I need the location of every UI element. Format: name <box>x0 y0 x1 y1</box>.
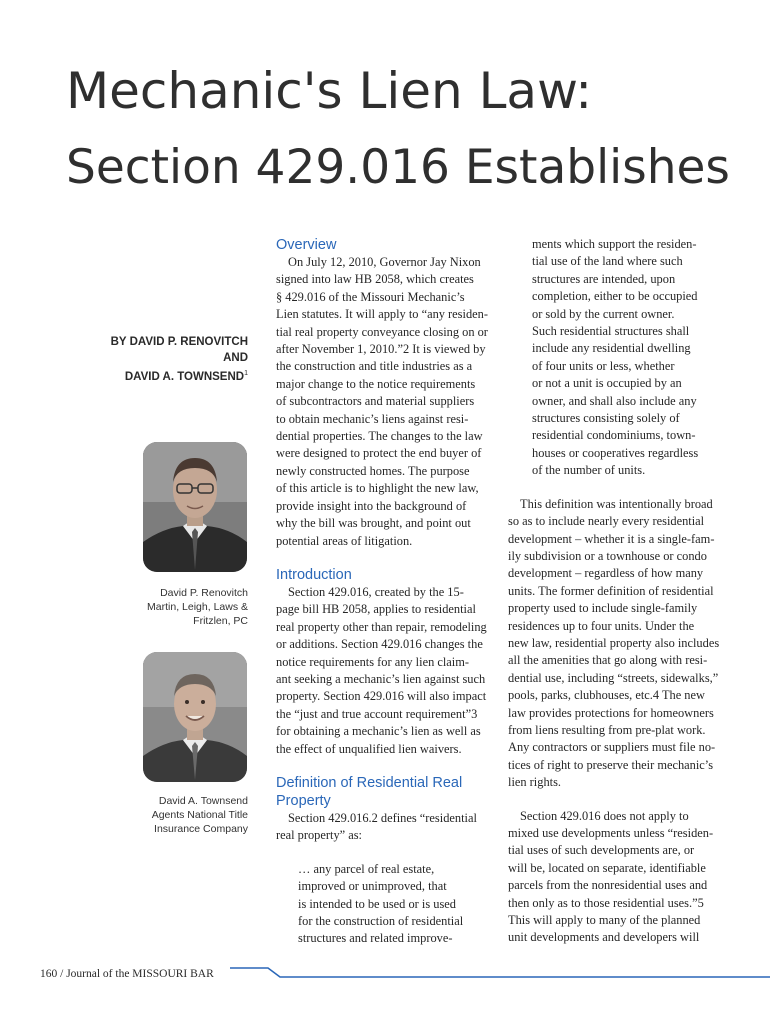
paragraph-overview <box>276 254 492 550</box>
caption-line: David A. Townsend <box>158 795 248 807</box>
heading-definition-line-1: Definition of Residential Real <box>276 774 463 791</box>
text-line: of this article is to highlight the new law, <box>276 481 479 496</box>
caption-line: Martin, Leigh, Laws & <box>147 601 248 613</box>
text-line: This definition was intentionally broad <box>520 496 713 511</box>
text-line: Lien statutes. It will apply to “any residen- <box>276 307 488 322</box>
text-line: ant seeking a mechanic’s lien against such <box>276 671 486 686</box>
text-line: from liens resulting from pre-plat work. <box>508 722 706 737</box>
byline-and: AND <box>223 352 248 364</box>
caption-renovitch <box>110 586 248 628</box>
quote-line: ments which support the residen- <box>532 237 697 251</box>
text-line: after November 1, 2010.”2 It is viewed by <box>276 342 486 357</box>
quote-line: is intended to be used or is used <box>298 896 456 911</box>
text-line: major change to the notice requirements <box>276 376 476 391</box>
text-line: signed into law HB 2058, which creates <box>276 272 474 287</box>
block-quote-continued <box>508 236 724 480</box>
author-1: BY DAVID P. RENOVITCH <box>110 336 248 348</box>
text-line: newly constructed homes. The purpose <box>276 463 470 478</box>
caption-line: David P. Renovitch <box>160 587 248 599</box>
text-line: real property” as: <box>276 828 363 843</box>
quote-line: include any residential dwelling <box>532 341 691 356</box>
quote-line: tial use of the land where such <box>532 254 683 269</box>
byline <box>80 334 248 385</box>
text-line: Section 429.016 does not apply to <box>520 808 689 823</box>
quote-line: Such residential structures shall <box>532 324 690 339</box>
text-line: of subcontractors and material suppliers <box>276 394 475 409</box>
column-right <box>508 236 724 947</box>
caption-line: Fritzlen, PC <box>193 615 248 627</box>
text-line: § 429.016 of the Missouri Mechanic’s <box>276 289 465 304</box>
text-line: development – whether it is a single-fam- <box>508 531 715 546</box>
quote-line: owner, and shall also include any <box>532 393 697 408</box>
text-line: so as to include nearly every residential <box>508 514 705 529</box>
quote-line: or sold by the current owner. <box>532 306 675 321</box>
text-line: dential properties. The changes to the law <box>276 429 483 444</box>
text-line: were designed to protect the end buyer of <box>276 446 482 461</box>
caption-townsend <box>110 794 248 836</box>
text-line: all the amenities that go along with resi- <box>508 653 708 668</box>
text-line: tial real property conveyance closing on or <box>276 324 488 339</box>
title-line-1: Mechanic's Lien Law: <box>66 62 593 120</box>
text-line: ily subdivision or a townhouse or condo <box>508 548 707 563</box>
text-line: tial uses of such developments are, or <box>508 843 695 858</box>
text-line: On July 12, 2010, Governor Jay Nixon <box>288 255 481 269</box>
text-line: why the bill was brought, and point out <box>276 516 471 531</box>
quote-line: of the number of units. <box>532 463 646 478</box>
quote-line: structures consisting solely of <box>532 411 680 426</box>
photo-townsend <box>143 652 247 782</box>
column-left <box>276 236 492 948</box>
text-line: development – regardless of how many <box>508 566 704 581</box>
heading-definition-line-2: Property <box>276 792 331 809</box>
block-quote <box>276 861 492 948</box>
text-line: Section 429.016.2 defines “residential <box>288 810 477 825</box>
portrait-townsend-image <box>143 652 247 782</box>
text-line: pools, parks, clubhouses, etc.4 The new <box>508 688 705 703</box>
heading-introduction: Introduction <box>276 566 352 583</box>
quote-line: completion, either to be occupied <box>532 289 698 304</box>
footer-page-label: 160 / Journal of the MISSOURI BAR <box>40 968 214 980</box>
text-line: tices of right to preserve their mechanic’s <box>508 757 714 772</box>
author-2-footnote: 1 <box>244 370 248 377</box>
text-line: dential use, including “streets, sidewalks,” <box>508 670 719 685</box>
text-line: property used to include single-family <box>508 601 698 616</box>
quote-line: improved or unimproved, that <box>298 879 447 894</box>
text-line: potential areas of litigation. <box>276 533 413 548</box>
paragraph-definition <box>276 810 492 845</box>
quote-line: … any parcel of real estate, <box>298 861 435 876</box>
caption-line: Insurance Company <box>154 823 248 835</box>
text-line: notice requirements for any lien claim- <box>276 654 470 669</box>
quote-line: or not a unit is occupied by an <box>532 376 682 391</box>
quote-line: residential condominiums, town- <box>532 428 696 443</box>
paragraph-introduction <box>276 584 492 758</box>
text-line: Section 429.016, created by the 15- <box>288 584 464 599</box>
text-line: mixed use developments unless “residen- <box>508 826 714 840</box>
photo-renovitch <box>143 442 247 572</box>
caption-line: Agents National Title <box>151 809 248 821</box>
text-line: the effect of unqualified lien waivers. <box>276 741 462 756</box>
text-line: provide insight into the background of <box>276 498 467 513</box>
text-line: law provides protections for homeowners <box>508 705 714 720</box>
text-line: then only as to those residential uses.”5 <box>508 895 704 910</box>
quote-line: structures and related improve- <box>298 931 453 946</box>
text-line: property. Section 429.016 will also impact <box>276 689 487 704</box>
text-line: parcels from the nonresidential uses and <box>508 878 708 893</box>
portrait-renovitch-image <box>143 442 247 572</box>
heading-overview: Overview <box>276 237 337 253</box>
quote-line: for the construction of residential <box>298 914 464 928</box>
text-line: Any contractors or suppliers must file no- <box>508 740 716 755</box>
quote-line: of four units or less, whether <box>532 358 675 373</box>
title-line-2: Section 429.016 Establishes <box>66 140 730 195</box>
author-2 <box>80 366 248 385</box>
text-line: or additions. Section 429.016 changes the <box>276 637 483 652</box>
text-line: for obtaining a mechanic’s lien as well as <box>276 724 481 739</box>
text-line: to obtain mechanic’s liens against resi- <box>276 411 469 426</box>
author-2-name: DAVID A. TOWNSEND <box>124 370 245 383</box>
text-line: lien rights. <box>508 775 561 790</box>
text-line: units. The former definition of residential <box>508 583 714 598</box>
text-line: This will apply to many of the planned <box>508 913 701 928</box>
text-line: residences up to four units. Under the <box>508 618 695 633</box>
text-line: page bill HB 2058, applies to residential <box>276 602 476 617</box>
text-line: the construction and title industries as a <box>276 359 473 374</box>
paragraph-broad-definition <box>508 496 724 792</box>
text-line: unit developments and developers will <box>508 930 700 945</box>
text-line: the “just and true account requirement”3 <box>276 706 478 721</box>
text-line: new law, residential property also includes <box>508 635 720 650</box>
text-line: real property other than repair, remodeling <box>276 619 487 634</box>
quote-line: structures are intended, upon <box>532 271 676 286</box>
quote-line: houses or cooperatives regardless <box>532 445 699 460</box>
text-line: will be, located on separate, identifiable <box>508 860 706 875</box>
paragraph-mixed-use <box>508 808 724 947</box>
